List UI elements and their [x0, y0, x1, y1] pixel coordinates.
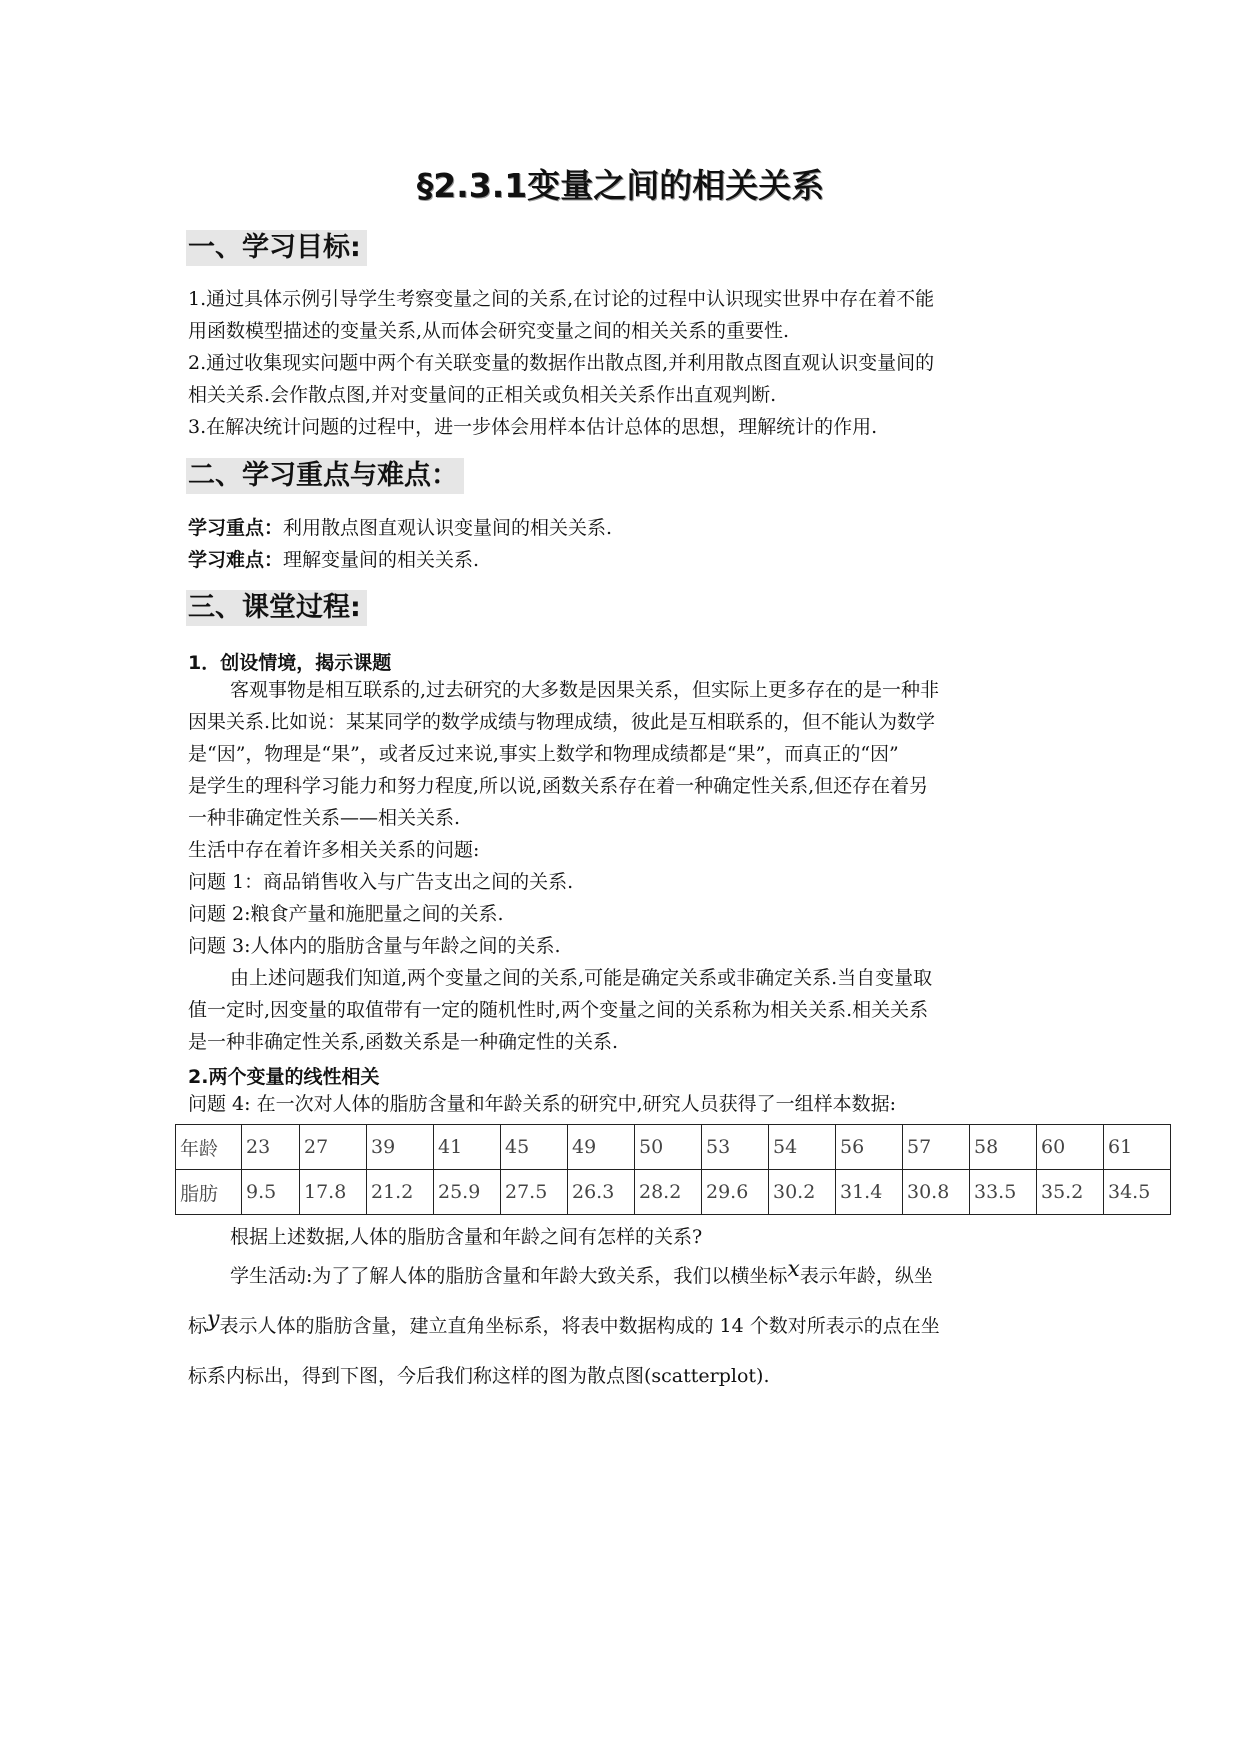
problem-1: 问题 1：商品销售收入与广告支出之间的关系. — [188, 871, 574, 893]
paragraph-line: 客观事物是相互联系的,过去研究的大多数是因果关系，但实际上更多存在的是一种非 — [230, 679, 940, 701]
problem-2: 问题 2:粮食产量和施肥量之间的关系. — [188, 903, 504, 925]
problem-4: 问题 4: 在一次对人体的脂肪含量和年龄关系的研究中,研究人员获得了一组样本数据: — [188, 1093, 897, 1115]
difficulty-line — [188, 544, 479, 576]
key-point-label: 学习重点： — [188, 517, 284, 539]
subheading-linear-correlation: 2.两个变量的线性相关 — [188, 1066, 380, 1088]
objective-line: 1.通过具体示例引导学生考察变量之间的关系,在讨论的过程中认识现实世界中存在着不能 — [188, 288, 935, 310]
table-cell: 23 — [242, 1125, 300, 1170]
table-cell: 27 — [300, 1125, 367, 1170]
table-cell: 30.8 — [903, 1170, 970, 1215]
table-cell: 54 — [769, 1125, 836, 1170]
problems-intro: 生活中存在着许多相关关系的问题: — [188, 839, 480, 861]
difficulty-text: 理解变量间的相关关系. — [283, 549, 480, 571]
table-cell: 26.3 — [568, 1170, 635, 1215]
section-heading-class-process: 三、课堂过程: — [186, 590, 367, 626]
paragraph-line: 由上述问题我们知道,两个变量之间的关系,可能是确定关系或非确定关系.当自变量取 — [230, 967, 933, 989]
difficulty-label: 学习难点： — [188, 549, 284, 571]
table-cell: 45 — [501, 1125, 568, 1170]
section-heading-objectives: 一、学习目标: — [186, 230, 367, 266]
paragraph-line: 一种非确定性关系——相关关系. — [188, 807, 461, 829]
paragraph-line: 因果关系.比如说：某某同学的数学成绩与物理成绩，彼此是互相联系的，但不能认为数学 — [188, 711, 936, 733]
objective-line: 相关关系.会作散点图,并对变量间的正相关或负相关关系作出直观判断. — [188, 384, 777, 406]
objective-line: 2.通过收集现实问题中两个有关联变量的数据作出散点图,并利用散点图直观认识变量间的 — [188, 352, 935, 374]
key-point-text: 利用散点图直观认识变量间的相关关系. — [283, 517, 613, 539]
table-cell: 9.5 — [242, 1170, 300, 1215]
subheading-scenario: 1．创设情境，揭示课题 — [188, 652, 392, 674]
table-cell: 39 — [367, 1125, 434, 1170]
problem-3: 问题 3:人体内的脂肪含量与年龄之间的关系. — [188, 935, 561, 957]
page-title: §2.3.1变量之间的相关关系 — [416, 166, 825, 205]
activity-line — [188, 1307, 940, 1342]
data-table — [175, 1124, 1171, 1215]
question-after-table: 根据上述数据,人体的脂肪含量和年龄之间有怎样的关系? — [230, 1226, 703, 1248]
objective-line: 3.在解决统计问题的过程中，进一步体会用样本估计总体的思想，理解统计的作用. — [188, 416, 878, 438]
objective-line: 用函数模型描述的变量关系,从而体会研究变量之间的相关关系的重要性. — [188, 320, 790, 342]
table-cell: 49 — [568, 1125, 635, 1170]
table-cell: 34.5 — [1104, 1170, 1171, 1215]
table-cell: 58 — [970, 1125, 1037, 1170]
table-cell: 53 — [702, 1125, 769, 1170]
paragraph-line: 值一定时,因变量的取值带有一定的随机性时,两个变量之间的关系称为相关关系.相关关系 — [188, 999, 929, 1021]
activity-line: 标系内标出，得到下图，今后我们称这样的图为散点图(scatterplot). — [188, 1365, 770, 1387]
table-row-age — [176, 1125, 1171, 1170]
key-point-line — [188, 512, 612, 544]
table-cell: 31.4 — [836, 1170, 903, 1215]
table-cell: 33.5 — [970, 1170, 1037, 1215]
table-cell: 35.2 — [1037, 1170, 1104, 1215]
table-cell: 30.2 — [769, 1170, 836, 1215]
table-cell: 25.9 — [434, 1170, 501, 1215]
table-row-label: 年龄 — [176, 1125, 242, 1170]
table-row-label: 脂肪 — [176, 1170, 242, 1215]
table-cell: 27.5 — [501, 1170, 568, 1215]
table-cell: 56 — [836, 1125, 903, 1170]
table-cell: 17.8 — [300, 1170, 367, 1215]
table-cell: 29.6 — [702, 1170, 769, 1215]
table-cell: 28.2 — [635, 1170, 702, 1215]
activity-text: 标 — [188, 1315, 208, 1337]
activity-text: 表示年龄，纵坐 — [799, 1265, 933, 1287]
table-cell: 50 — [635, 1125, 702, 1170]
paragraph-line: 是“因”，物理是“果”，或者反过来说,事实上数学和物理成绩都是“果”，而真正的“因” — [188, 743, 899, 765]
table-cell: 57 — [903, 1125, 970, 1170]
section-heading-key-points: 二、学习重点与难点： — [186, 458, 464, 494]
table-cell: 60 — [1037, 1125, 1104, 1170]
activity-text: 学生活动:为了了解人体的脂肪含量和年龄大致关系，我们以横坐标 — [230, 1265, 788, 1287]
paragraph-line: 是一种非确定性关系,函数关系是一种确定性的关系. — [188, 1031, 619, 1053]
paragraph-line: 是学生的理科学习能力和努力程度,所以说,函数关系存在着一种确定性关系,但还存在着另 — [188, 775, 929, 797]
table-cell: 41 — [434, 1125, 501, 1170]
table-cell: 61 — [1104, 1125, 1171, 1170]
variable-y: y — [207, 1307, 220, 1332]
student-activity-line — [230, 1257, 933, 1292]
activity-text: 表示人体的脂肪含量，建立直角坐标系，将表中数据构成的 14 个数对所表示的点在坐 — [219, 1315, 940, 1337]
variable-x: x — [787, 1257, 800, 1282]
table-cell: 21.2 — [367, 1170, 434, 1215]
table-row-fat — [176, 1170, 1171, 1215]
